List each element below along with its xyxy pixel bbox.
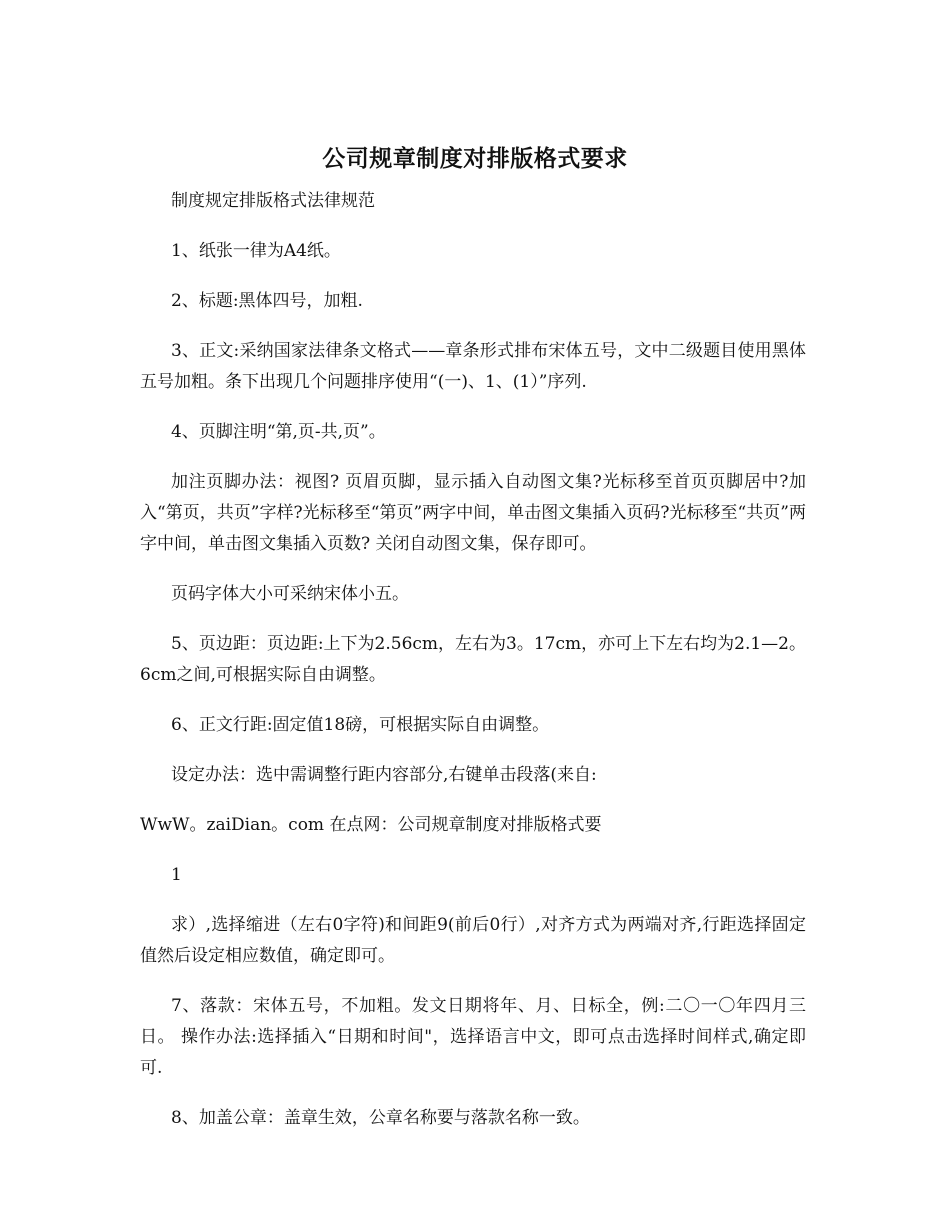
paragraph-item-6: 6、正文行距:固定值18磅，可根据实际自由调整。 — [171, 715, 550, 735]
paragraph-item-2: 2、标题:黑体四号，加粗. — [171, 291, 363, 311]
paragraph-page-number-font: 页码字体大小可采纳宋体小五。 — [171, 584, 409, 604]
paragraph-subtitle: 制度规定排版格式法律规范 — [171, 191, 375, 211]
paragraph-item-7: 7、落款：宋体五号，不加粗。发文日期将年、月、日标全，例:二〇一〇年四月三日。 操作办法:选择插入“日期和时间"，选择语言中文，即可点击选择时间样式,确定即可. — [140, 996, 806, 1078]
paragraph-item-5: 5、页边距：页边距:上下为2.56cm，左右为3。17cm，亦可上下左右均为2.1—2。6cm之间,可根据实际自由调整。 — [140, 634, 806, 685]
paragraph-item-1: 1、纸张一律为A4纸。 — [171, 241, 341, 261]
paragraph-line-spacing-method: 设定办法：选中需调整行距内容部分,右键单击段落(来自: — [171, 765, 597, 785]
paragraph-item-8: 8、加盖公章：盖章生效，公章名称要与落款名称一致。 — [171, 1108, 590, 1128]
paragraph-item-3: 3、正文:采纳国家法律条文格式——章条形式排布宋体五号，文中二级题目使用黑体五号加粗。条下出现几个问题排序使用“(一)、1、(1）”序列. — [140, 341, 806, 392]
document-title: 公司规章制度对排版格式要求 — [322, 145, 628, 172]
paragraph-item-4: 4、页脚注明“第,页-共,页”。 — [171, 422, 386, 442]
paragraph-footer-method: 加注页脚办法：视图? 页眉页脚，显示插入自动图文集?光标移至首页页脚居中?加入“第页，共页”字样?光标移至“第页”两字中间，单击图文集插入页码?光标移至“共页”两字中间，单击图文集插入页数? 关闭自动图文集，保存即可。 — [140, 472, 806, 554]
paragraph-continuation: 求）,选择缩进（左右0字符)和间距9(前后0行）,对齐方式为两端对齐,行距选择固定值然后设定相应数值，确定即可。 — [140, 915, 806, 966]
paragraph-source-line: WwW。zaiDian。com 在点网：公司规章制度对排版格式要 — [140, 815, 602, 835]
document-body — [140, 186, 806, 1153]
page-number: 1 — [171, 865, 182, 885]
